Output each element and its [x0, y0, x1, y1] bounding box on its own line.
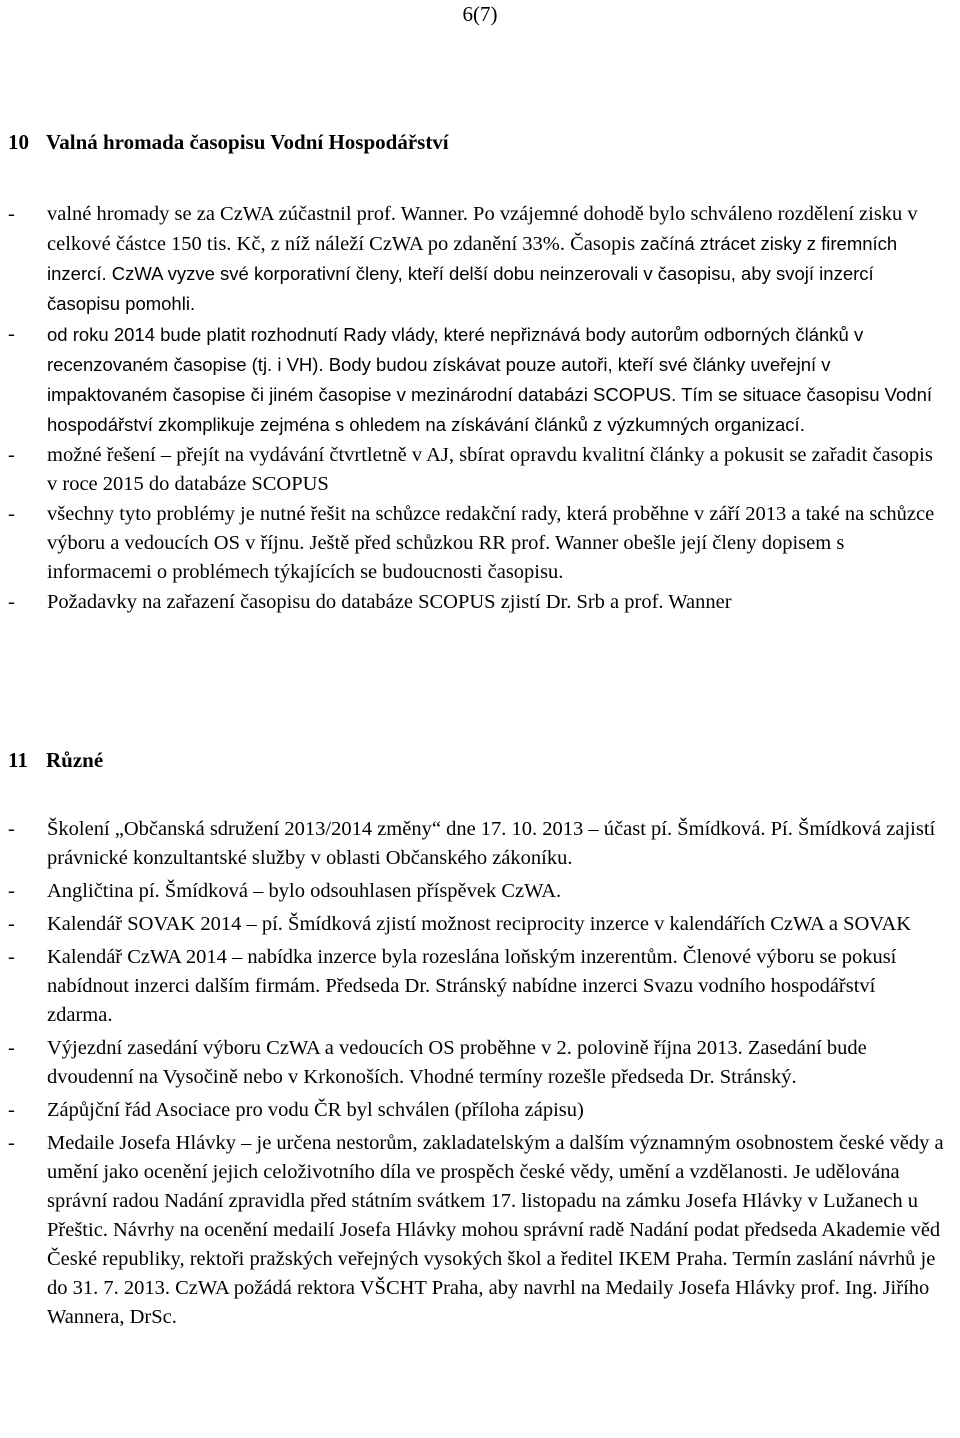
list-item — [0, 441, 945, 499]
item-text: Body budou získávat pouze autoři, kteří své články uveřejní v impaktovaném časopise či jiném časopise v mezinárodní databázi SCOPUS. Tím se situace časopisu Vodní hospodářství zkomplikuje zejména s ohledem na získávání článků z výzkumných organizací. — [47, 354, 933, 435]
list-item — [0, 1034, 945, 1092]
list-item — [0, 588, 945, 617]
section-11-heading — [8, 748, 103, 773]
item-text: valné hromady se za CzWA zúčastnil prof. Wanner. Po vzájemné dohodě bylo schváleno rozdělení zisku v celkové částce 150 tis. Kč, z níž náleží CzWA po zdanění 33%. Časopis — [47, 203, 918, 255]
section-title: Valná hromada časopisu Vodní Hospodářství — [46, 130, 449, 154]
item-text: Medaile Josefa Hlávky – je určena nestorům, zakladatelským a dalším významným osobnostem české vědy a umění jako ocenění jejich celoživotního díla ve prospěch české vědy, umění a vzdělanosti. Je udělována správní radou Nadání zpravidla před státním svátkem 17. listopadu na zámku Josefa Hlávky v Lužanech u Přeštic. Návrhy na ocenění medailí Josefa Hlávky mohou správní radě Nadání podat předseda Akademie věd České republiky, rektoři pražských veřejných vysokých škol a ředitel IKEM Praha. Termín zaslání návrhů je do 31. 7. 2013. CzWA požádá rektora VŠCHT Praha, aby navrhl na Medaily Josefa Hlávky prof. Ing. Jiřího Wannera, DrSc. — [47, 1132, 944, 1328]
list-item — [0, 877, 945, 906]
item-text: začíná ztrácet zisky z firemních inzercí. CzWA vyzve své korporativní členy, kteří delší dobu neinzerovali v časopisu, aby svojí inzercí časopisu pomohli. — [47, 233, 898, 314]
item-text: od roku 2014 bude platit rozhodnutí Rady vlády, které nepřiznává body autorům odborných článků v recenzovaném časopise (tj. i VH). — [47, 324, 864, 375]
section-11-list — [0, 815, 945, 1336]
list-item — [0, 320, 945, 440]
item-text: Kalendář CzWA 2014 – nabídka inzerce byla rozeslána loňským inzerentům. Členové výboru se pokusí nabídnout inzerci dalším firmám. Předseda Dr. Stránský nabídne inzerci Svazu vodního hospodářství zdarma. — [47, 946, 897, 1026]
item-text: Výjezdní zasedání výboru CzWA a vedoucích OS proběhne v 2. polovině října 2013. Zasedání bude dvoudenní na Vysočině nebo v Krkonoších. Vhodné termíny rozešle předseda Dr. Stránský. — [47, 1037, 867, 1088]
list-item — [0, 910, 945, 939]
item-text: Kalendář SOVAK 2014 – pí. Šmídková zjistí možnost reciprocity inzerce v kalendářích CzWA a SOVAK — [47, 913, 912, 935]
item-text: všechny tyto problémy je nutné řešit na schůzce redakční rady, která proběhne v září 2013 a také na schůzce výboru a vedoucích OS v říjnu. Ještě před schůzkou RR prof. Wanner obešle její členy dopisem s informacemi o problémech týkajících se budoucnosti časopisu. — [47, 503, 935, 583]
item-text: Zápůjční řád Asociace pro vodu ČR byl schválen (příloha zápisu) — [47, 1099, 584, 1121]
section-number: 11 — [8, 748, 28, 772]
item-text: možné řešení – přejít na vydávání čtvrtletně v AJ, sbírat opravdu kvalitní články a pokusit se zařadit časopis v roce 2015 do databáze SCOPUS — [47, 444, 933, 495]
section-10-heading — [8, 130, 449, 155]
list-item — [0, 1096, 945, 1125]
list-item — [0, 943, 945, 1030]
section-number: 10 — [8, 130, 29, 154]
section-title: Různé — [46, 748, 104, 772]
list-item — [0, 200, 945, 319]
section-10-list — [0, 200, 945, 618]
item-text: Angličtina pí. Šmídková – bylo odsouhlasen příspěvek CzWA. — [47, 880, 562, 902]
page-number: 6(7) — [462, 2, 498, 26]
list-item — [0, 1129, 945, 1332]
item-text: Požadavky na zařazení časopisu do databáze SCOPUS zjistí Dr. Srb a prof. Wanner — [47, 591, 732, 613]
list-item — [0, 500, 945, 587]
item-text: Školení „Občanská sdružení 2013/2014 změny“ dne 17. 10. 2013 – účast pí. Šmídková. Pí. Šmídková zajistí právnické konzultantské služby v oblasti Občanského zákoníku. — [47, 818, 936, 869]
list-item — [0, 815, 945, 873]
